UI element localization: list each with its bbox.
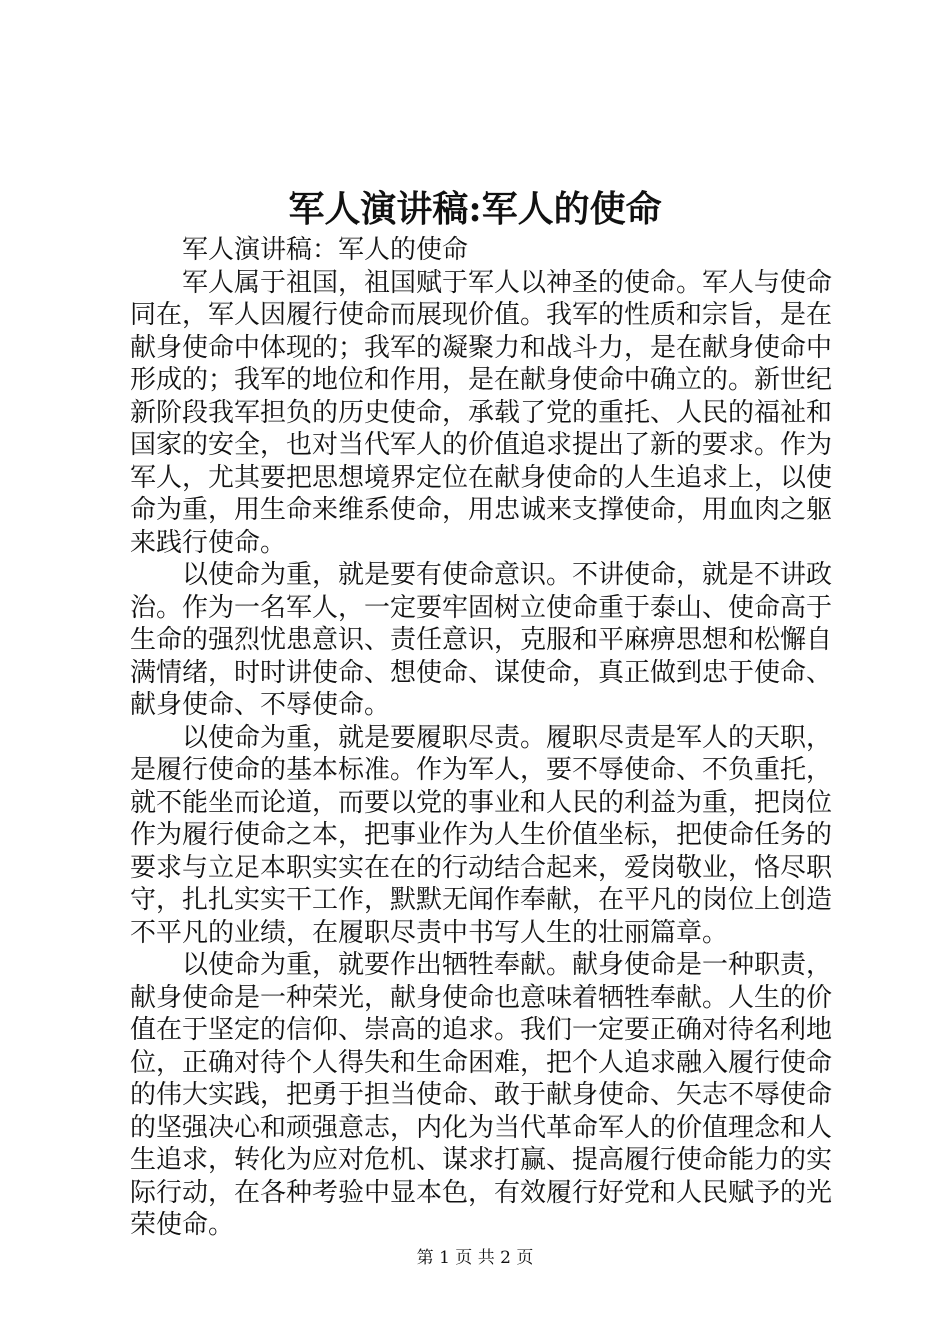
body-paragraph: 以使命为重，就是要履职尽责。履职尽责是军人的天职，是履行使命的基本标准。作为军人，要不辱使命、不负重托，就不能坐而论道，而要以党的事业和人民的利益为重，把岗位作为履行使命之本，把事业作为人生价值坐标，把使命任务的要求与立足本职实实在在的行动结合起来，爱岗敬业，恪尽职守，扎扎实实干工作，默默无闻作奉献，在平凡的岗位上创造不平凡的业绩，在履职尽责中书写人生的壮丽篇章。 (130, 722, 833, 948)
body-paragraph: 军人属于祖国，祖国赋于军人以神圣的使命。军人与使命同在，军人因履行使命而展现价值。我军的性质和宗旨，是在献身使命中体现的；我军的凝聚力和战斗力，是在献身使命中形成的；我军的地位和作用，是在献身使命中确立的。新世纪新阶段我军担负的历史使命，承载了党的重托、人民的福祉和国家的安全，也对当代军人的价值追求提出了新的要求。作为军人，尤其要把思想境界定位在献身使命的人生追求上，以使命为重，用生命来维系使命，用忠诚来支撑使命，用血肉之躯来践行使命。 (130, 267, 833, 558)
body-paragraph: 以使命为重，就要作出牺牲奉献。献身使命是一种职责，献身使命是一种荣光，献身使命也意味着牺牲奉献。人生的价值在于坚定的信仰、崇高的追求。我们一定要正确对待名利地位，正确对待个人得失和生命困难，把个人追求融入履行使命的伟大实践，把勇于担当使命、敢于献身使命、矢志不辱使命的坚强决心和顽强意志，内化为当代革命军人的价值理念和人生追求，转化为应对危机、谋求打赢、提高履行使命能力的实际行动，在各种考验中显本色，有效履行好党和人民赋予的光荣使命。 (130, 950, 833, 1240)
page-title: 军人演讲稿:军人的使命 (288, 188, 662, 230)
page-number-footer: 第 1 页 共 2 页 (416, 1248, 534, 1268)
subtitle-paragraph: 军人演讲稿：军人的使命 (182, 235, 469, 265)
document-body (130, 234, 832, 1242)
body-paragraph: 以使命为重，就是要有使命意识。不讲使命，就是不讲政治。作为一名军人，一定要牢固树立使命重于泰山、使命高于生命的强烈忧患意识、责任意识，克服和平麻痹思想和松懈自满情绪，时时讲使命、想使命、谋使命，真正做到忠于使命、献身使命、不辱使命。 (130, 560, 833, 720)
